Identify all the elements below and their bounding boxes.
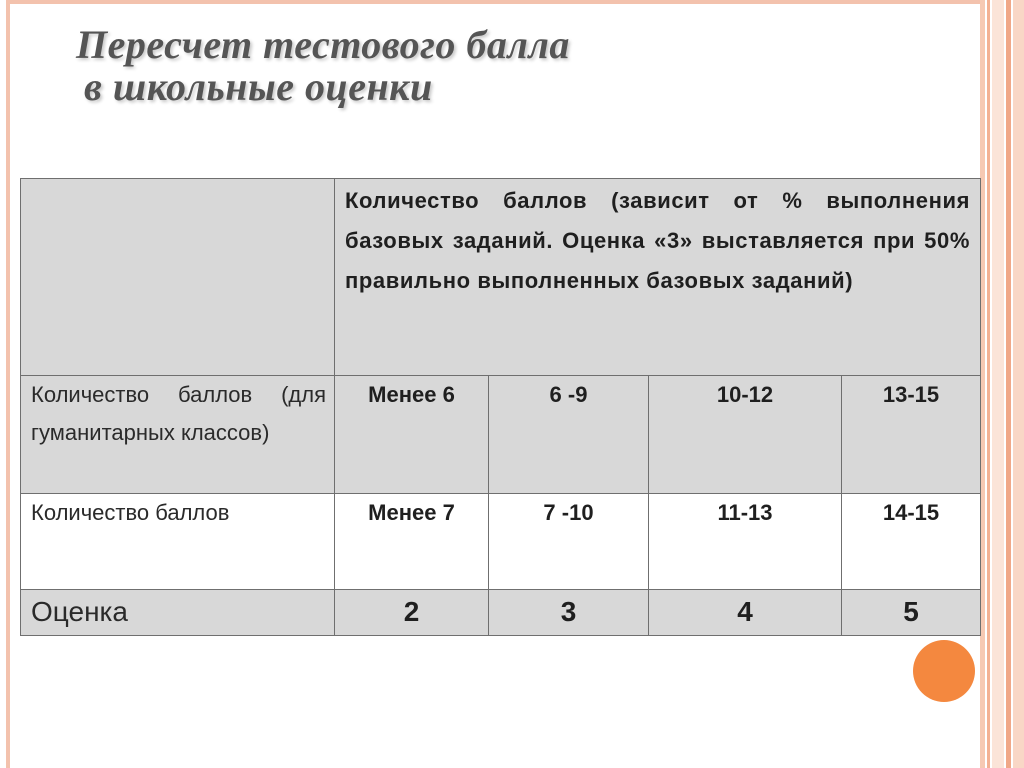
score-value: 13-15 [882, 382, 940, 407]
table-row [21, 376, 981, 494]
grade-value: 2 [403, 596, 420, 627]
grade-conversion-table [20, 178, 981, 636]
grade-cell [335, 590, 489, 636]
table-row [21, 494, 981, 590]
decorative-stripes [980, 0, 1024, 768]
score-value: 10-12 [716, 382, 774, 407]
score-cell [842, 494, 981, 590]
score-value: Менее 6 [368, 382, 455, 407]
score-value: 7 -10 [543, 500, 594, 525]
header-text: Количество баллов (зависит от % выполнения базовых заданий. Оценка «3» выставляется при 50% правильно выполненных базовых заданий) [345, 188, 971, 293]
score-cell [489, 494, 649, 590]
row-label: Количество баллов [31, 500, 230, 525]
grade-value: 4 [737, 596, 753, 627]
grade-cell [489, 590, 649, 636]
score-value: 11-13 [717, 500, 773, 525]
grade-value: 3 [560, 596, 577, 627]
title-line-1: Пересчет тестового балла [76, 22, 570, 67]
score-cell [649, 494, 842, 590]
table-header-row [21, 179, 981, 376]
slide-title [76, 24, 570, 108]
grade-label: Оценка [31, 596, 128, 627]
score-cell [335, 494, 489, 590]
row-label: Количество баллов (для гуманитарных классов) [31, 382, 326, 445]
decorative-circle [913, 640, 975, 702]
score-cell [649, 376, 842, 494]
score-cell [335, 376, 489, 494]
grade-cell [649, 590, 842, 636]
grade-cell [842, 590, 981, 636]
grade-value: 5 [903, 596, 919, 627]
empty-corner-cell [21, 179, 335, 376]
row-label-cell [21, 494, 335, 590]
title-line-2: в школьные оценки [84, 64, 433, 109]
score-value: Менее 7 [368, 500, 455, 525]
score-value: 6 -9 [549, 382, 588, 407]
header-cell [335, 179, 981, 376]
score-cell [489, 376, 649, 494]
row-label-cell [21, 376, 335, 494]
grade-row [21, 590, 981, 636]
score-cell [842, 376, 981, 494]
slide-frame-left [6, 0, 10, 768]
grade-label-cell [21, 590, 335, 636]
score-value: 14-15 [882, 500, 940, 525]
slide-frame-top [6, 0, 980, 4]
